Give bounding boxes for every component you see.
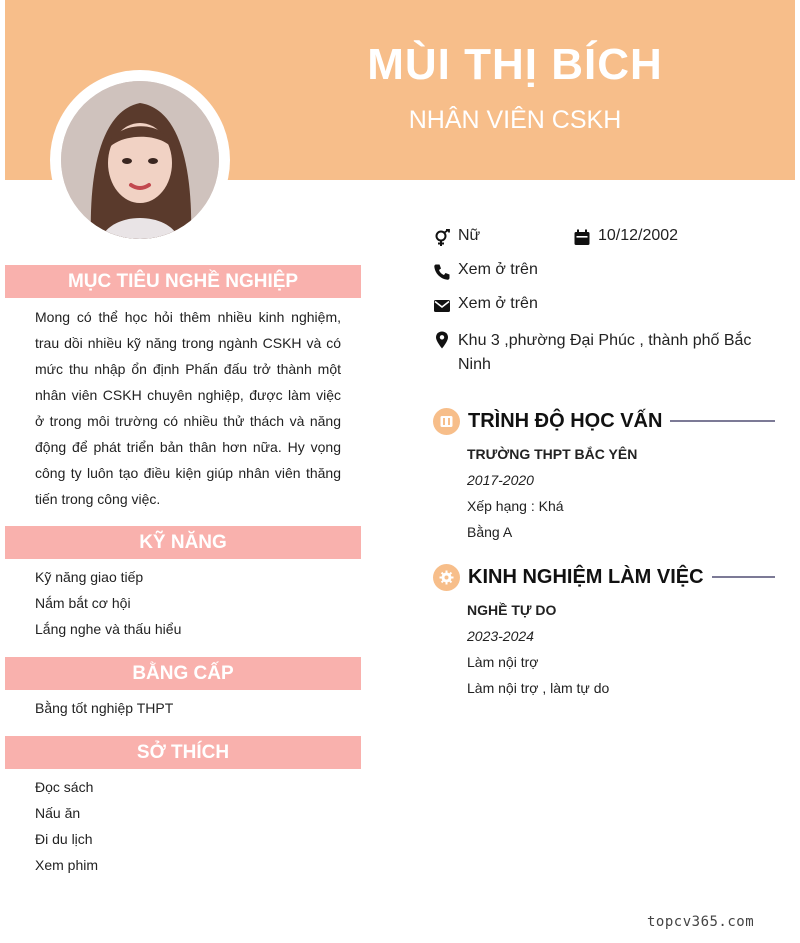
- company-name: NGHỀ TỰ DO: [467, 602, 557, 618]
- education-entry: [467, 441, 637, 545]
- contact-birthday: [573, 227, 678, 247]
- objective-heading: MỤC TIÊU NGHỀ NGHIỆP: [5, 265, 361, 298]
- experience-description: Làm nội trợ , làm tự do: [467, 680, 610, 696]
- list-item: Bằng tốt nghiệp THPT: [35, 700, 174, 716]
- watermark: topcv365.com: [647, 914, 755, 930]
- job-title: NHÂN VIÊN CSKH: [408, 106, 622, 134]
- certificates-list: [35, 695, 173, 721]
- hobbies-list: [35, 774, 98, 878]
- education-rank: Xếp hạng : Khá: [467, 498, 564, 514]
- phone-icon: [433, 263, 451, 281]
- avatar: [61, 81, 219, 239]
- list-item: Đi du lịch: [35, 831, 93, 847]
- education-title: TRÌNH ĐỘ HỌC VẤN: [468, 409, 663, 432]
- calendar-icon: [573, 229, 591, 247]
- objective-text: Mong có thể học hỏi thêm nhiều kinh nghiệm, trau dồi nhiều kỹ năng trong ngành CSKH và có mức thu nhập ổn định Phấn đấu trở thành một nhân viên CSKH chuyên nghiệp, được làm việc ở trong môi trường có nhiều thử thách và năng động để phát triển bản thân hơn nữa. Hy vọng công ty luôn tạo điều kiện giúp nhân viên thăng tiến trong công việc.: [35, 309, 341, 507]
- gender-value: Nữ: [458, 227, 481, 244]
- list-item: Đọc sách: [35, 779, 94, 795]
- contact-phone: [433, 261, 538, 281]
- candidate-name: MÙI THỊ BÍCH: [367, 40, 663, 89]
- experience-heading: [433, 562, 775, 592]
- gear-icon: [433, 564, 460, 591]
- gender-icon: [433, 229, 451, 247]
- experience-role: Làm nội trợ: [467, 654, 539, 670]
- hobbies-heading: SỞ THÍCH: [5, 736, 361, 769]
- experience-period: 2023-2024: [467, 628, 534, 644]
- divider: [712, 576, 775, 578]
- education-period: 2017-2020: [467, 472, 534, 488]
- skills-heading: KỸ NĂNG: [5, 526, 361, 559]
- list-item: Lắng nghe và thấu hiểu: [35, 621, 182, 637]
- email-value: Xem ở trên: [458, 295, 538, 312]
- divider: [670, 420, 775, 422]
- experience-entry: [467, 597, 609, 701]
- book-icon: [433, 408, 460, 435]
- school-name: TRƯỜNG THPT BẮC YÊN: [467, 446, 638, 462]
- contact-address: [433, 329, 753, 377]
- contact-email: [433, 295, 538, 315]
- list-item: Xem phim: [35, 857, 99, 873]
- certificates-heading: BẰNG CẤP: [5, 657, 361, 690]
- list-item: Nấu ăn: [35, 805, 81, 821]
- address-value: Khu 3 ,phường Đại Phúc , thành phố Bắc Ninh: [458, 332, 752, 373]
- list-item: Kỹ năng giao tiếp: [35, 569, 144, 585]
- birthday-value: 10/12/2002: [598, 227, 679, 244]
- experience-title: KINH NGHIỆM LÀM VIỆC: [468, 565, 704, 588]
- envelope-icon: [433, 297, 451, 315]
- education-heading: [433, 406, 775, 436]
- education-degree: Bằng A: [467, 524, 513, 540]
- contact-gender: [433, 227, 480, 247]
- location-pin-icon: [433, 331, 451, 349]
- phone-value: Xem ở trên: [458, 261, 538, 278]
- skills-list: [35, 564, 181, 642]
- list-item: Nắm bắt cơ hội: [35, 595, 131, 611]
